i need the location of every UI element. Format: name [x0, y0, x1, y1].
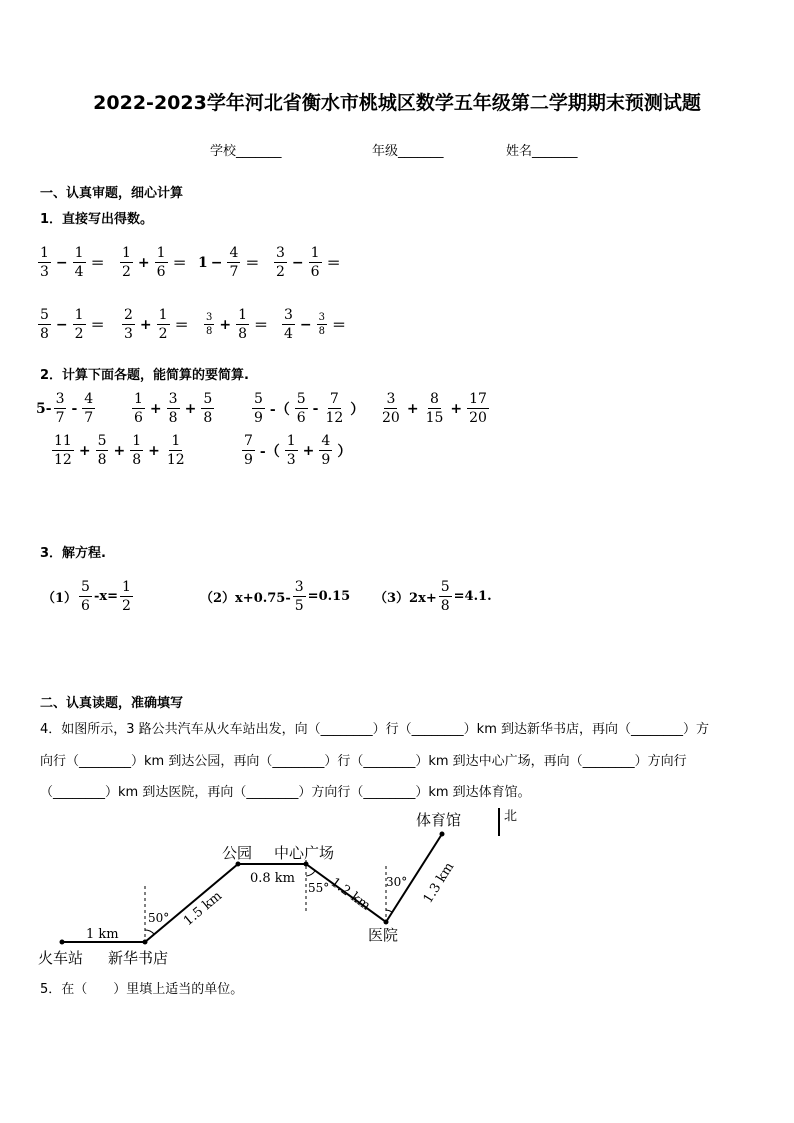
route-map: [30, 800, 550, 972]
oral-expr-1-3: 1 − $\frac{4}{7}$ ＝: [198, 245, 260, 280]
section-1-heading: 一、认真审题，细心计算: [40, 186, 184, 201]
angle-arc-2: [306, 871, 315, 876]
stadium-point: [440, 832, 445, 837]
station-point: [60, 940, 65, 945]
label-hospital: 医院: [368, 926, 399, 944]
label-station: 火车站: [38, 949, 84, 967]
hospital-point: [384, 920, 389, 925]
question-3: 3．解方程.: [40, 546, 106, 561]
label-north: 北: [504, 809, 518, 824]
oral-expr-1-4: $\frac{3}{2}$ − $\frac{1}{6}$ ＝: [276, 245, 341, 280]
oral-expr-2-3: $\frac{3}{8}$ + $\frac{1}{8}$ ＝: [206, 307, 269, 342]
question-2: 2．计算下面各题，能简算的要简算.: [40, 368, 249, 383]
plaza-point: [304, 862, 309, 867]
calc-expr-4: $\frac{3}{20}$ + $\frac{8}{15}$ + $\frac{17}{20}$: [382, 391, 487, 426]
grade-field: 年级_______: [372, 144, 444, 159]
equation-1: （1） $\frac{5}{6}$ -x= $\frac{1}{2}$: [42, 579, 131, 614]
label-park: 公园: [222, 844, 253, 862]
label-bookstore: 新华书店: [108, 949, 169, 967]
school-field: 学校_______: [210, 144, 282, 159]
angle-arc-3: [386, 910, 392, 912]
calc-expr-1: 5- $\frac{3}{7}$ - $\frac{4}{7}$: [36, 391, 94, 426]
oral-expr-2-1: $\frac{5}{8}$ − $\frac{1}{2}$ ＝: [40, 307, 105, 342]
label-plaza: 中心广场: [274, 844, 335, 862]
oral-expr-2-2: $\frac{2}{3}$ + $\frac{1}{2}$ ＝: [124, 307, 189, 342]
label-stadium: 体育馆: [416, 811, 462, 829]
name-field: 姓名_______: [506, 144, 578, 159]
equation-3: （3）2x+ $\frac{5}{8}$ =4.1.: [374, 579, 492, 614]
question-5: 5．在（ ）里填上适当的单位。: [40, 982, 244, 997]
page-title: 2022-2023学年河北省衡水市桃城区数学五年级第二学期期末预测试题: [93, 92, 701, 114]
label-distance-4: 1.2 km: [327, 875, 373, 914]
question-4-line-2: 向行（________）km 到达公园，再向（________）行（________）km 到达中心广场，再向（________）方向行: [40, 754, 687, 769]
oral-expr-1-2: $\frac{1}{2}$ + $\frac{1}{6}$ ＝: [122, 245, 187, 280]
label-distance-3: 0.8 km: [250, 871, 296, 886]
label-distance-1: 1 km: [86, 927, 119, 942]
calc-expr-3: $\frac{5}{9}$ -（ $\frac{5}{6}$ - $\frac{7}{12}$ ）: [254, 391, 365, 426]
calc-expr-2: $\frac{1}{6}$ + $\frac{3}{8}$ + $\frac{5}{8}$: [134, 391, 213, 426]
bookstore-point: [143, 940, 148, 945]
equation-2: （2）x+0.75- $\frac{3}{5}$ =0.15: [200, 579, 351, 614]
label-angle-1: 50°: [148, 911, 170, 925]
park-point: [236, 862, 241, 867]
label-angle-2: 55°: [308, 881, 330, 895]
question-1: 1．直接写出得数。: [40, 212, 154, 227]
question-4-line-1: 4．如图所示，3 路公共汽车从火车站出发，向（________）行（________）km 到达新华书店，再向（________）方: [40, 722, 709, 737]
label-angle-3: 30°: [386, 875, 408, 889]
label-distance-2: 1.5 km: [180, 888, 226, 930]
angle-arc-1: [145, 930, 154, 934]
oral-expr-2-4: $\frac{3}{4}$ − $\frac{3}{8}$ ＝: [284, 307, 347, 342]
calc-expr-6: $\frac{7}{9}$ -（ $\frac{1}{3}$ + $\frac{4}{9}$ ）: [244, 433, 352, 468]
calc-expr-5: $\frac{11}{12}$ + $\frac{5}{8}$ + $\frac{1}{8}$ + $\frac{1}{12}$: [54, 433, 185, 468]
label-distance-5: 1.3 km: [420, 859, 458, 907]
oral-expr-1-1: $\frac{1}{3}$ − $\frac{1}{4}$ ＝: [40, 245, 105, 280]
question-4-line-3: （________）km 到达医院，再向（________）方向行（________）km 到达体育馆。: [40, 785, 531, 800]
section-2-heading: 二、认真读题，准确填写: [40, 696, 184, 711]
